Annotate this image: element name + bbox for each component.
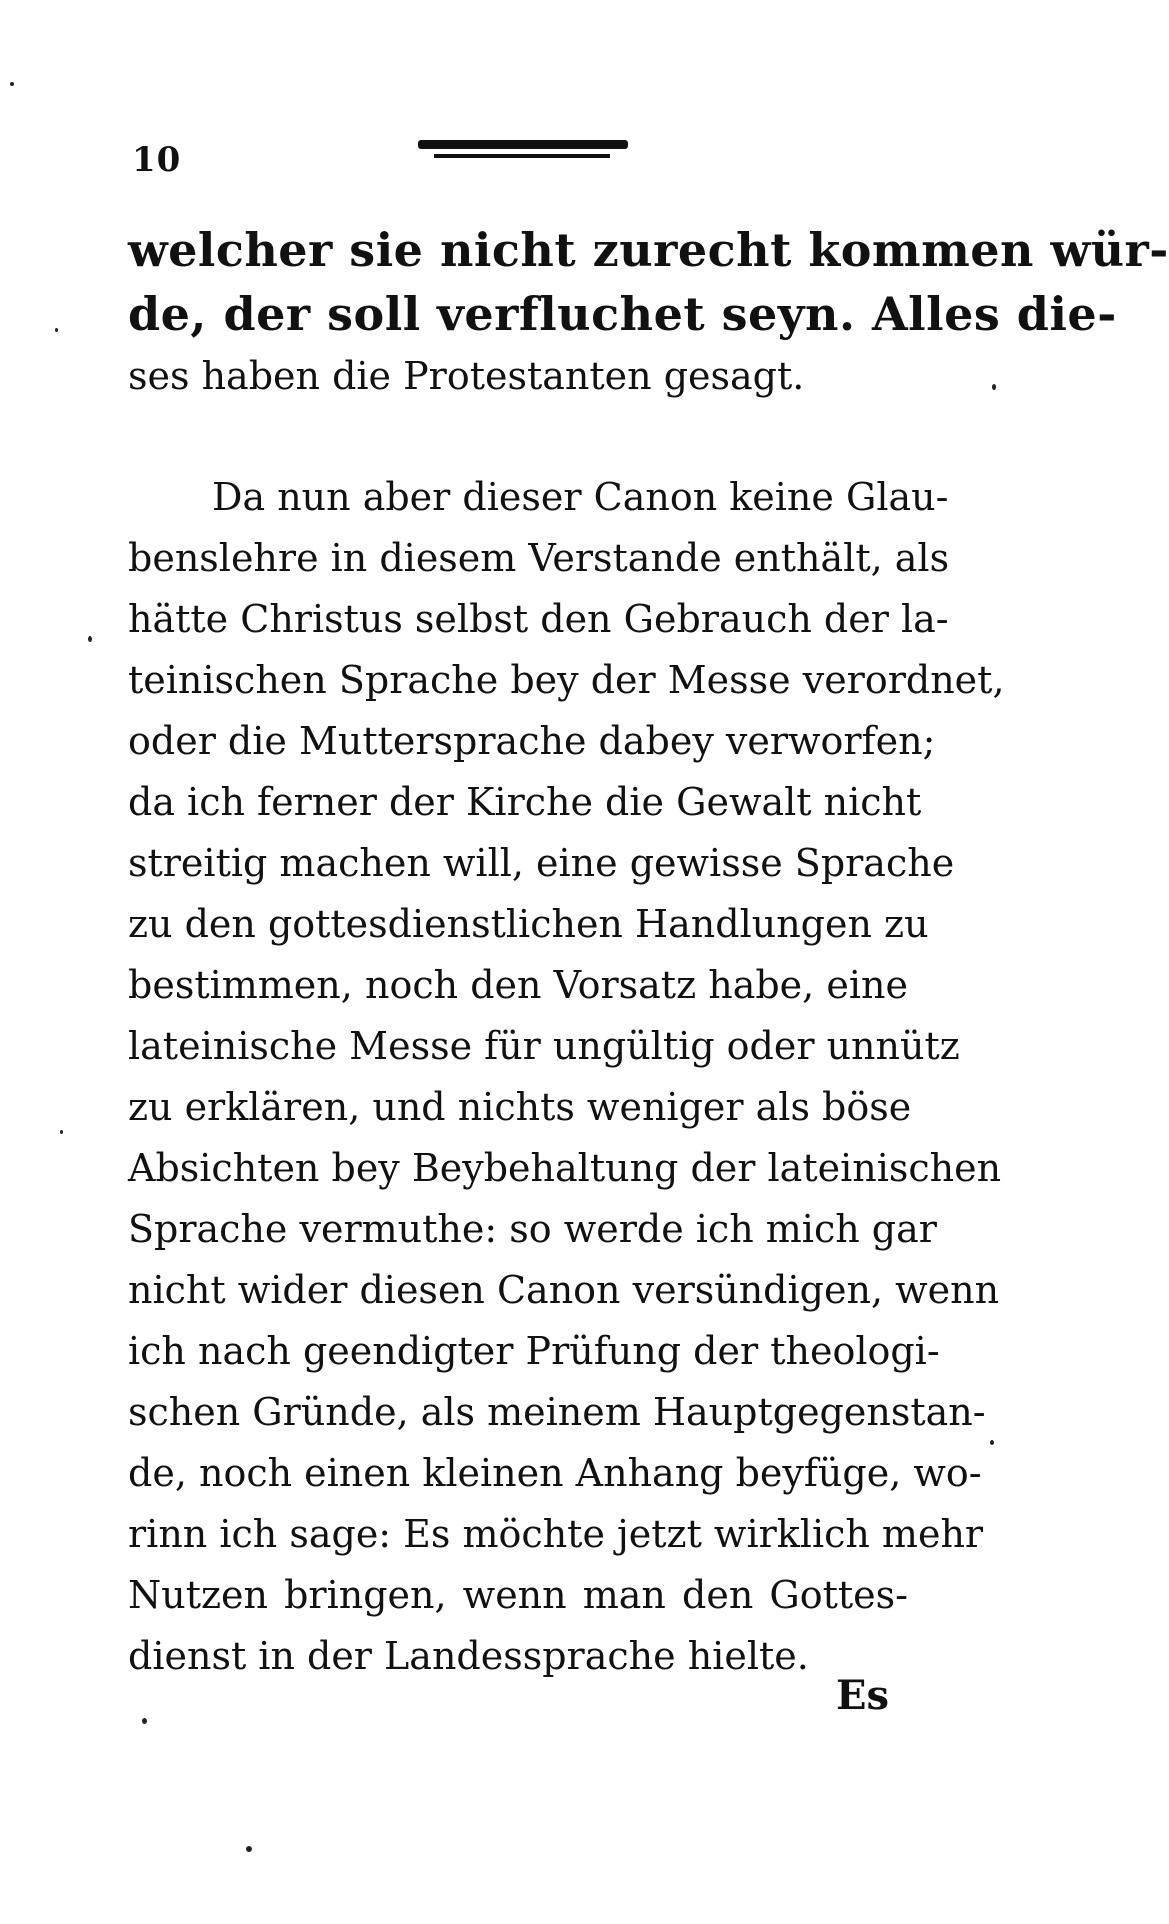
text-line: lateinische Messe für ungültig oder unnütz (128, 1024, 960, 1068)
text-line: hätte Christus selbst den Gebrauch der la- (128, 597, 949, 641)
text-line: de, noch einen kleinen Anhang beyfüge, wo- (128, 1451, 982, 1495)
text-line: welcher sie nicht zurecht kommen wür- (128, 223, 1169, 277)
text-line: zu den gottesdienstlichen Handlungen zu (128, 902, 929, 946)
scan-speck (990, 1440, 994, 1445)
body-text (128, 218, 1169, 1687)
text-line: streitig machen will, eine gewisse Sprache (128, 841, 955, 885)
scan-speck (60, 1130, 63, 1134)
text-line: ich nach geendigter Prüfung der theologi- (128, 1329, 940, 1373)
text-line: schen Gründe, als meinem Hauptgegenstan- (128, 1390, 986, 1434)
ornament-bar-thick (418, 140, 628, 149)
text-line: dienst in der Landessprache hielte. (128, 1634, 809, 1678)
text-line: Sprache vermuthe: so werde ich mich gar (128, 1207, 937, 1251)
text-line: de, der soll verfluchet seyn. Alles die- (128, 287, 1117, 341)
scan-speck (142, 1718, 147, 1724)
header-ornament (418, 140, 628, 162)
text-line: zu erklären, und nichts weniger als böse (128, 1085, 912, 1129)
text-line: nicht wider diesen Canon versündigen, wenn (128, 1268, 1000, 1312)
text-line: ses haben die Protestanten gesagt. (128, 354, 805, 398)
ornament-bar-thin (434, 154, 610, 158)
text-line: Da nun aber dieser Canon keine Glau- (212, 475, 949, 519)
text-line: teinischen Sprache bey der Messe verordnet, (128, 658, 1005, 702)
text-line: benslehre in diesem Verstande enthält, als (128, 536, 950, 580)
paragraph-gap (128, 407, 908, 467)
scan-speck (246, 1846, 252, 1852)
text-line: Nutzen bringen, wenn man den Gottes- (128, 1573, 908, 1617)
scan-speck (10, 82, 14, 86)
text-line: oder die Muttersprache dabey verworfen; (128, 719, 936, 763)
scan-speck (55, 328, 58, 332)
text-line: rinn ich sage: Es möchte jetzt wirklich mehr (128, 1512, 984, 1556)
text-line: Absichten bey Beybehaltung der lateinischen (128, 1146, 1002, 1190)
scan-speck (88, 636, 92, 642)
catchword: Es (836, 1672, 890, 1719)
page-number: 10 (132, 140, 182, 180)
text-line: bestimmen, noch den Vorsatz habe, eine (128, 963, 908, 1007)
scan-speck (992, 384, 996, 390)
text-line: da ich ferner der Kirche die Gewalt nicht (128, 780, 922, 824)
